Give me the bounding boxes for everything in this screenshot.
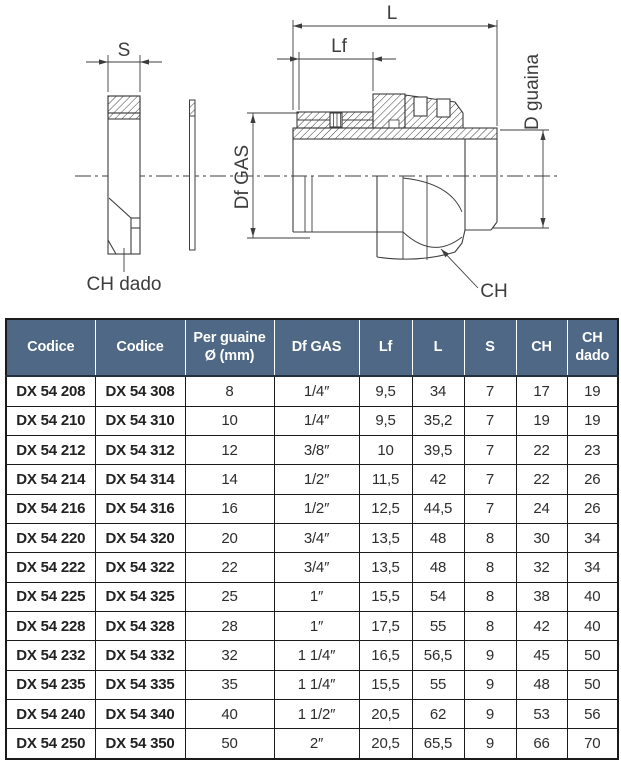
table-cell: 34 [567, 553, 618, 582]
column-header-ch-dado: CH dado [567, 319, 618, 376]
technical-drawing [0, 0, 621, 312]
table-cell: DX 54 216 [6, 494, 95, 523]
table-cell: DX 54 210 [6, 406, 95, 435]
column-header-l: L [412, 319, 464, 376]
dim-D-guaina [493, 54, 549, 228]
table-cell: 70 [567, 729, 618, 759]
label-CH: CH [480, 281, 508, 302]
table-cell: 8 [464, 523, 516, 552]
table-cell: 25 [185, 582, 274, 611]
table-cell: DX 54 328 [95, 611, 185, 640]
table-row [6, 582, 618, 611]
label-CH-dado-group [87, 248, 162, 295]
table-cell: 7 [464, 376, 516, 406]
table-cell: 7 [464, 494, 516, 523]
table-cell: 30 [516, 523, 567, 552]
table-cell: 34 [412, 376, 464, 406]
dim-S-label: S [117, 40, 131, 61]
table-cell: 45 [516, 641, 567, 670]
table-cell: 7 [464, 406, 516, 435]
column-header-df-gas: Df GAS [274, 319, 359, 376]
label-CH-dado: CH dado [86, 274, 162, 295]
table-cell: 26 [567, 494, 618, 523]
table-cell: 66 [516, 729, 567, 759]
column-header-ch: CH [516, 319, 567, 376]
table-row [6, 670, 618, 699]
table-cell: 8 [464, 553, 516, 582]
table-cell: 13,5 [359, 523, 412, 552]
table-cell: DX 54 325 [95, 582, 185, 611]
table-cell: 1″ [274, 611, 359, 640]
table-cell: 32 [516, 553, 567, 582]
table-cell: 24 [516, 494, 567, 523]
table-cell: 35,2 [412, 406, 464, 435]
table-cell: DX 54 214 [6, 465, 95, 494]
column-header-per-guaine: Per guaine Ø (mm) [185, 319, 274, 376]
gland-body [293, 94, 497, 260]
column-header-codice-1: Codice [6, 319, 95, 376]
table-cell: 16 [185, 494, 274, 523]
table-row [6, 494, 618, 523]
table-cell: 42 [516, 611, 567, 640]
dim-S [86, 40, 162, 92]
table-cell: 16,5 [359, 641, 412, 670]
table-cell: 9,5 [359, 376, 412, 406]
table-cell: 44,5 [412, 494, 464, 523]
table-cell: DX 54 332 [95, 641, 185, 670]
table-cell: 19 [567, 376, 618, 406]
table-cell: 28 [185, 611, 274, 640]
table-cell: 40 [185, 699, 274, 728]
dim-D-guaina-label: D guaina [522, 53, 543, 131]
dim-Df-GAS-label: Df GAS [232, 144, 253, 210]
table-cell: 15,5 [359, 670, 412, 699]
table-cell: DX 54 250 [6, 729, 95, 759]
table-cell: 9 [464, 641, 516, 670]
table-cell: 53 [516, 699, 567, 728]
table-row [6, 611, 618, 640]
table-cell: 9 [464, 670, 516, 699]
table-cell: 50 [567, 641, 618, 670]
column-header-lf: Lf [359, 319, 412, 376]
table-cell: 20 [185, 523, 274, 552]
table-cell: 9,5 [359, 406, 412, 435]
table-cell: 62 [412, 699, 464, 728]
table-cell: 48 [412, 523, 464, 552]
table-cell: DX 54 222 [6, 553, 95, 582]
table-cell: 8 [464, 582, 516, 611]
table-row [6, 523, 618, 552]
table-cell: 22 [185, 553, 274, 582]
table-cell: 1/2″ [274, 494, 359, 523]
table-cell: 23 [567, 435, 618, 464]
table-cell: 10 [359, 435, 412, 464]
table-header [6, 319, 618, 376]
table-cell: 17,5 [359, 611, 412, 640]
table-cell: 7 [464, 435, 516, 464]
dimensions-table [5, 318, 619, 760]
nut-section [108, 96, 140, 254]
table-cell: DX 54 208 [6, 376, 95, 406]
table-cell: DX 54 220 [6, 523, 95, 552]
table-cell: DX 54 335 [95, 670, 185, 699]
table-cell: DX 54 232 [6, 641, 95, 670]
table-cell: 1″ [274, 582, 359, 611]
table-cell: DX 54 340 [95, 699, 185, 728]
table-cell: 40 [567, 582, 618, 611]
table-cell: 48 [516, 670, 567, 699]
column-header-codice-2: Codice [95, 319, 185, 376]
table-cell: 8 [185, 376, 274, 406]
table-cell: DX 54 228 [6, 611, 95, 640]
table-cell: 56,5 [412, 641, 464, 670]
table-cell: 35 [185, 670, 274, 699]
table-cell: DX 54 316 [95, 494, 185, 523]
table-cell: 12 [185, 435, 274, 464]
table-cell: DX 54 225 [6, 582, 95, 611]
table-cell: 50 [567, 670, 618, 699]
table-cell: 17 [516, 376, 567, 406]
table-cell: DX 54 312 [95, 435, 185, 464]
table-row [6, 435, 618, 464]
column-header-s: S [464, 319, 516, 376]
table-cell: 39,5 [412, 435, 464, 464]
table-cell: 22 [516, 435, 567, 464]
table-cell: 2″ [274, 729, 359, 759]
table-cell: 22 [516, 465, 567, 494]
table-cell: 8 [464, 611, 516, 640]
table-row [6, 699, 618, 728]
table-cell: 34 [567, 523, 618, 552]
washer [190, 100, 196, 250]
table-cell: DX 54 308 [95, 376, 185, 406]
table-row [6, 729, 618, 759]
table-cell: 26 [567, 465, 618, 494]
table-cell: 56 [567, 699, 618, 728]
table-row [6, 553, 618, 582]
table-cell: DX 54 320 [95, 523, 185, 552]
table-cell: 3/4″ [274, 553, 359, 582]
table-cell: 1/4″ [274, 376, 359, 406]
table-cell: 1/2″ [274, 465, 359, 494]
table-cell: 1 1/2″ [274, 699, 359, 728]
table-cell: 3/8″ [274, 435, 359, 464]
table-cell: 1 1/4″ [274, 670, 359, 699]
table-body [6, 376, 618, 759]
table-cell: 42 [412, 465, 464, 494]
table-cell: DX 54 240 [6, 699, 95, 728]
table-cell: 1 1/4″ [274, 641, 359, 670]
table-cell: 10 [185, 406, 274, 435]
table-row [6, 465, 618, 494]
table-cell: 19 [516, 406, 567, 435]
table-wrapper [5, 318, 619, 760]
table-cell: 1/4″ [274, 406, 359, 435]
table-cell: DX 54 350 [95, 729, 185, 759]
table-cell: 50 [185, 729, 274, 759]
table-cell: 20,5 [359, 699, 412, 728]
table-cell: DX 54 322 [95, 553, 185, 582]
table-cell: 65,5 [412, 729, 464, 759]
table-cell: 9 [464, 729, 516, 759]
table-cell: 9 [464, 699, 516, 728]
dim-L-label: L [386, 3, 398, 24]
label-CH-group [441, 249, 508, 302]
dim-Lf-label: Lf [331, 36, 347, 57]
table-cell: 40 [567, 611, 618, 640]
table-cell: 12,5 [359, 494, 412, 523]
table-cell: DX 54 235 [6, 670, 95, 699]
table-cell: 13,5 [359, 553, 412, 582]
table-row [6, 406, 618, 435]
table-cell: 19 [567, 406, 618, 435]
table-row [6, 376, 618, 406]
table-cell: 38 [516, 582, 567, 611]
table-cell: 3/4″ [274, 523, 359, 552]
table-cell: 54 [412, 582, 464, 611]
table-cell: DX 54 310 [95, 406, 185, 435]
table-cell: 55 [412, 611, 464, 640]
table-cell: 11,5 [359, 465, 412, 494]
table-cell: 55 [412, 670, 464, 699]
table-cell: 20,5 [359, 729, 412, 759]
table-cell: 7 [464, 465, 516, 494]
table-cell: 14 [185, 465, 274, 494]
table-row [6, 641, 618, 670]
table-cell: DX 54 212 [6, 435, 95, 464]
table-cell: 48 [412, 553, 464, 582]
table-cell: 32 [185, 641, 274, 670]
table-cell: DX 54 314 [95, 465, 185, 494]
table-cell: 15,5 [359, 582, 412, 611]
